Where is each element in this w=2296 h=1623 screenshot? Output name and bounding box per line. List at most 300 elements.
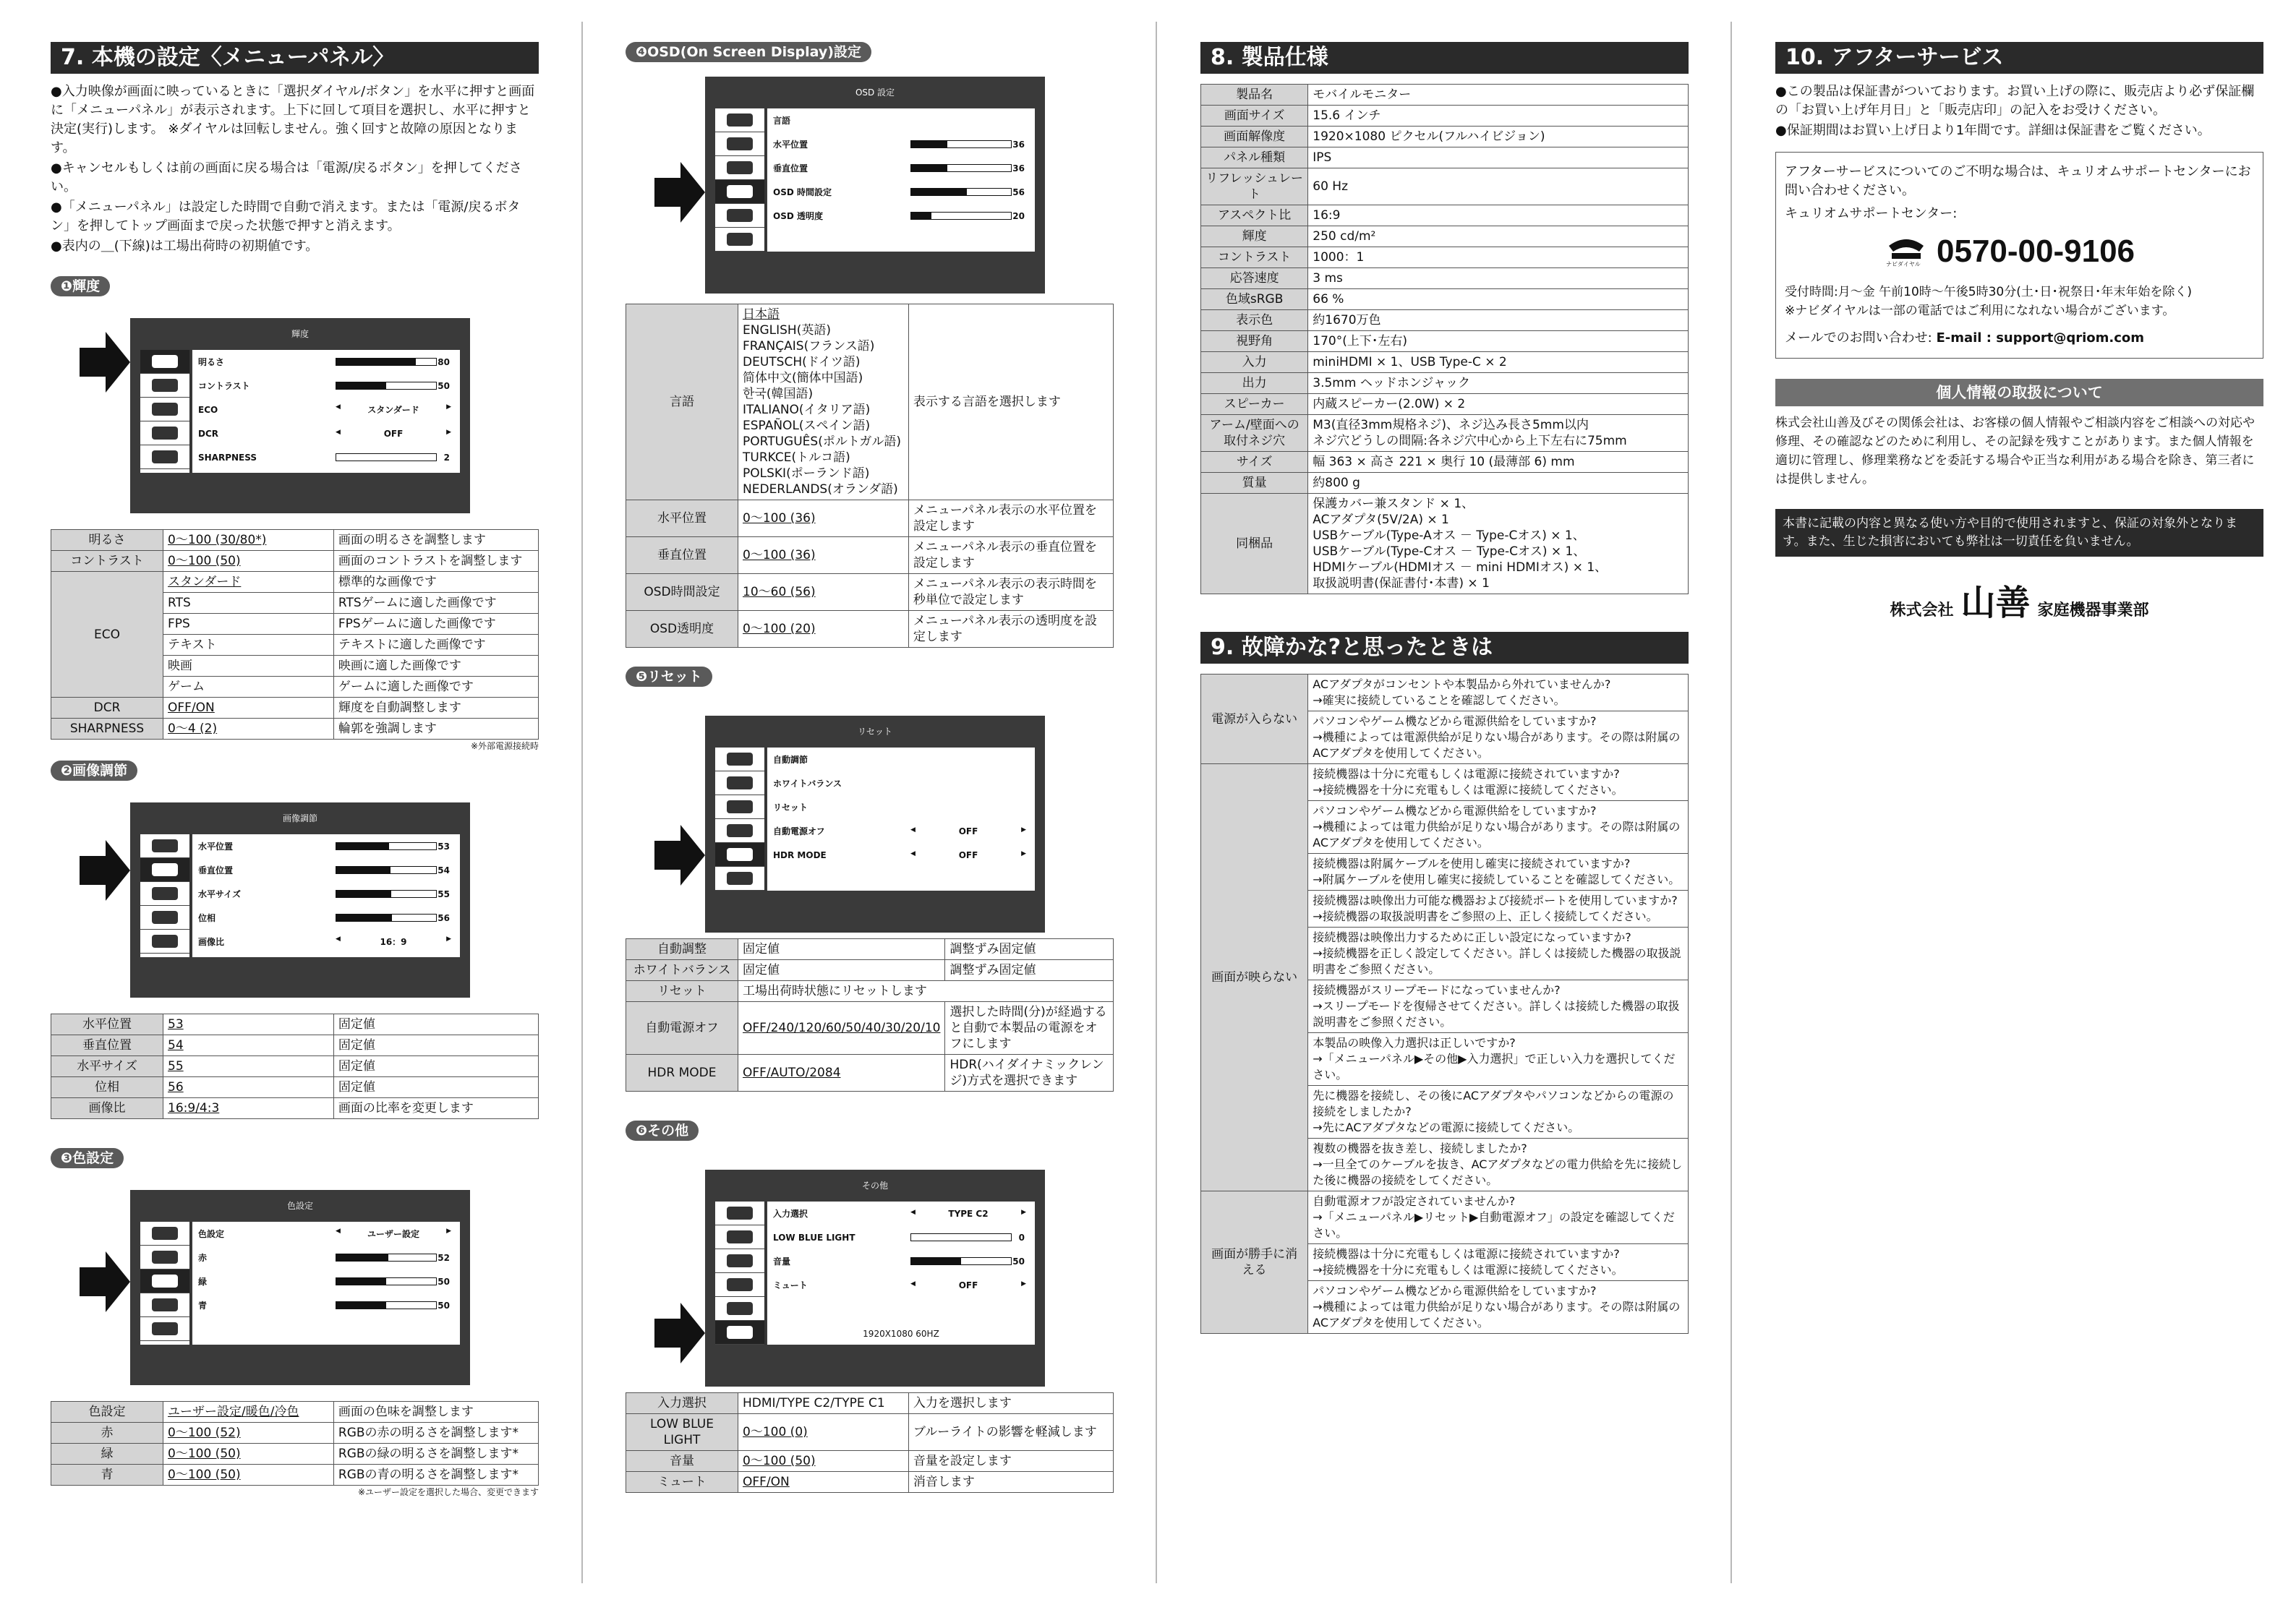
row-key: DCR [51, 698, 163, 719]
trouble-category: 画面が勝手に消える [1201, 1191, 1308, 1334]
osd-row-label: 音量 [773, 1256, 791, 1267]
trouble-item: 複数の機器を抜き差し、接続しましたか? →一旦全てのケーブルを抜き、ACアダプタなどの電力供給を先に接続した後に機器の接続をしてください。 [1308, 1139, 1689, 1191]
osd-row[interactable] [767, 156, 1035, 180]
spec-key: 同梱品 [1201, 494, 1308, 594]
osd-footer [705, 253, 1045, 294]
trouble-table [1200, 674, 1689, 1334]
osd-selector-value: スタンダード [367, 405, 419, 415]
row-key: OSD透明度 [626, 611, 738, 648]
osd-row[interactable] [192, 445, 460, 469]
arrow-left-icon[interactable]: ◀ [336, 428, 341, 436]
column-1 [51, 0, 539, 1623]
row-desc: 選択した時間(分)が経過すると自動で本製品の電源をオフにします [945, 1002, 1114, 1055]
spec-value: IPS [1308, 147, 1689, 168]
row-key: HDR MODE [626, 1055, 738, 1092]
osd-slider[interactable] [910, 164, 1012, 172]
osd-slider[interactable] [336, 1277, 437, 1285]
language-item: ESPAÑOL(スペイン語) [743, 419, 871, 433]
arrow-right-icon[interactable]: ▶ [446, 428, 451, 436]
table-row [626, 939, 1114, 960]
table-row [1201, 168, 1689, 205]
osd-value: 56 [438, 912, 450, 923]
row-desc: 固定値 [333, 1056, 538, 1077]
subsection-label: ❶輝度 [51, 276, 110, 296]
osd-slider-fill [911, 1258, 961, 1264]
osd-panel [767, 1202, 1035, 1345]
osd-row-label: ホワイトバランス [773, 779, 842, 789]
osd-value: 54 [438, 865, 450, 875]
reset-table [626, 938, 1114, 1092]
brightness-icon[interactable] [715, 748, 764, 771]
osd-slider[interactable] [910, 1257, 1012, 1265]
osd-row[interactable] [192, 1222, 460, 1246]
row-value: 56 [163, 1077, 334, 1098]
table-row [626, 304, 1114, 500]
image-icon[interactable] [140, 374, 189, 398]
subsection-label: ❸色設定 [51, 1148, 124, 1168]
color-icon[interactable] [715, 1249, 764, 1273]
osd-title: その他 [861, 1181, 888, 1191]
brightness-icon[interactable] [140, 350, 189, 374]
bullet-text: ●この製品は保証書がついております。お買い上げの際に、販売店より必ず保証欄の「お買い上げ年月日」と「販売店印」の記入をお受けください。 [1775, 84, 2255, 118]
row-desc: 画面のコントラストを調整します [333, 551, 538, 572]
row-desc: 調整ずみ固定値 [945, 939, 1114, 960]
row-value: 0〜100 (36) [738, 500, 909, 537]
table-row [1201, 373, 1689, 394]
arrow-left-icon[interactable]: ◀ [910, 826, 916, 834]
trouble-item: 先に機器を接続し、その後にACアダプタやパソコンなどからの電源の接続をしましたか? →先にACアダプタなどの電源に接続してください。 [1308, 1086, 1689, 1139]
osd-value: 2 [443, 452, 450, 463]
language-item: ITALIANO(イタリア語) [743, 403, 871, 417]
osd-osd-settings [626, 62, 1114, 301]
row-desc: 固定値 [333, 1077, 538, 1098]
row-key: 音量 [626, 1451, 738, 1472]
osd-row[interactable] [192, 1246, 460, 1269]
table-row [1201, 494, 1689, 594]
spec-value: 3 ms [1308, 268, 1689, 289]
osd-row[interactable] [767, 795, 1035, 819]
mail-address[interactable]: E-mail : support@qriom.com [1936, 330, 2145, 346]
osd-icon[interactable] [715, 819, 764, 843]
osd-title: リセット [858, 727, 892, 737]
table-row [1201, 415, 1689, 452]
brightness-icon[interactable] [140, 1222, 189, 1246]
osd-slider-fill [336, 867, 391, 873]
row-value: FPS [163, 614, 334, 635]
language-item: DEUTSCH(ドイツ語) [743, 355, 861, 369]
osd-icon[interactable] [140, 906, 189, 930]
osd-slider[interactable] [910, 188, 1012, 196]
osd-row[interactable] [192, 930, 460, 954]
osd-footer [130, 1345, 470, 1385]
spec-key: リフレッシュレート [1201, 168, 1308, 205]
spec-key: 製品名 [1201, 85, 1308, 106]
row-value: 0〜100 (36) [738, 537, 909, 574]
color-icon[interactable] [715, 156, 764, 180]
row-desc: RGBの青の明るさを調整します* [333, 1465, 538, 1486]
image-icon[interactable] [140, 1246, 189, 1269]
row-value: 0〜100 (20) [738, 611, 909, 648]
osd-row[interactable] [192, 398, 460, 421]
row-key: 入力選択 [626, 1393, 738, 1414]
spec-value: 60 Hz [1308, 168, 1689, 205]
trouble-category: 電源が入らない [1201, 675, 1308, 764]
osd-row[interactable] [192, 834, 460, 858]
image-icon[interactable] [715, 132, 764, 156]
row-desc: メニューパネル表示の水平位置を設定します [908, 500, 1113, 537]
row-value: 0〜100 (30/80*) [163, 530, 334, 551]
osd-row-label: SHARPNESS [198, 452, 257, 463]
spec-key: 入力 [1201, 352, 1308, 373]
row-key: 垂直位置 [626, 537, 738, 574]
company-prefix: 株式会社 [1890, 601, 1954, 620]
osd-row[interactable] [767, 1202, 1035, 1225]
arrow-right-icon[interactable]: ▶ [446, 403, 451, 411]
osd-value: 50 [438, 1300, 450, 1311]
pointer-arrow-icon [654, 825, 705, 886]
osd-row[interactable] [767, 843, 1035, 867]
osd-selector[interactable] [910, 1209, 1026, 1219]
osd-row[interactable] [767, 204, 1035, 228]
osd-other [626, 1141, 1114, 1387]
reset-icon[interactable] [140, 445, 189, 469]
trouble-category: 画面が映らない [1201, 764, 1308, 1191]
table-row [1201, 205, 1689, 226]
osd-row-label: ECO [198, 404, 218, 415]
table-row [51, 572, 539, 593]
reset-icon[interactable] [140, 930, 189, 954]
spec-key: 応答速度 [1201, 268, 1308, 289]
spec-value: M3(直径3mm規格ネジ)、ネジ込み長さ5mm以内 ネジ穴どうしの間隔:各ネジ穴中心から上下左右に75mm [1308, 415, 1689, 452]
table-row [1201, 147, 1689, 168]
arrow-left-icon[interactable]: ◀ [336, 403, 341, 411]
osd-value: 80 [438, 356, 450, 367]
table-row [626, 1055, 1114, 1092]
osd-row[interactable] [767, 132, 1035, 156]
row-value: 10〜60 (56) [738, 574, 909, 611]
osd-slider-fill [336, 891, 391, 897]
row-key: 位相 [51, 1077, 163, 1098]
spec-value: 1920×1080 ピクセル(フルハイビジョン) [1308, 127, 1689, 147]
language-item: POLSKI(ポーランド語) [743, 466, 870, 481]
osd-title: 色設定 [286, 1201, 313, 1211]
row-value: 映画 [163, 656, 334, 677]
table-row [1201, 675, 1689, 711]
arrow-left-icon[interactable]: ◀ [910, 1208, 916, 1216]
osd-slider[interactable] [336, 1301, 437, 1309]
osd-slider[interactable] [336, 890, 437, 898]
arrow-right-icon[interactable]: ▶ [1021, 826, 1026, 834]
osd-row[interactable] [767, 748, 1035, 771]
reset-icon[interactable] [715, 204, 764, 228]
osd-row[interactable] [192, 1269, 460, 1293]
osd-row-label: 明るさ [198, 357, 225, 367]
mail-row [1785, 329, 2254, 348]
spec-value: 15.6 インチ [1308, 106, 1689, 127]
arrow-left-icon[interactable]: ◀ [910, 849, 916, 857]
osd-slider[interactable] [910, 140, 1012, 148]
osd-selector[interactable] [336, 1228, 451, 1240]
osd-row[interactable] [767, 819, 1035, 843]
other-icon[interactable] [715, 867, 764, 891]
osd-selector-value: TYPE C2 [948, 1208, 989, 1219]
arrow-right-icon[interactable]: ▶ [1021, 1280, 1026, 1288]
osd-panel [192, 1222, 460, 1365]
osd-selector[interactable] [336, 935, 451, 948]
row-desc: 調整ずみ固定値 [945, 960, 1114, 981]
osd-icon-column [140, 1222, 191, 1365]
osd-row[interactable] [767, 1249, 1035, 1273]
row-value: OFF/AUTO/2084 [738, 1055, 945, 1092]
osd-row-label: ミュート [773, 1280, 808, 1290]
osd-title: 画像調節 [282, 813, 317, 823]
hours: 受付時間:月〜金 午前10時〜午後5時30分(土･日･祝祭日･年末年始を除く) [1785, 285, 2192, 299]
row-desc: 画面の比率を変更します [333, 1098, 538, 1119]
osd-selector-value: OFF [958, 826, 978, 836]
row-desc: メニューパネル表示の表示時間を秒単位で設定します [908, 574, 1113, 611]
image-icon[interactable] [715, 771, 764, 795]
osd-row[interactable] [767, 108, 1035, 132]
reset-icon[interactable] [140, 1317, 189, 1341]
row-desc: 入力を選択します [908, 1393, 1113, 1414]
spec-key: 出力 [1201, 373, 1308, 394]
osd-selector[interactable] [910, 850, 1026, 860]
image-icon[interactable] [140, 858, 189, 882]
other-icon[interactable] [715, 228, 764, 252]
osd-row[interactable] [767, 180, 1035, 204]
osd-selector[interactable] [910, 1280, 1026, 1290]
arrow-right-icon[interactable]: ▶ [1021, 849, 1026, 857]
arrow-right-icon[interactable]: ▶ [1021, 1208, 1026, 1216]
table-row [51, 1423, 539, 1444]
osd-row-label: 青 [198, 1301, 208, 1311]
osd-slider[interactable] [336, 866, 437, 874]
osd-slider[interactable] [910, 1233, 1012, 1241]
osd-icon[interactable] [140, 1293, 189, 1317]
table-row [626, 1414, 1114, 1451]
osd-icon[interactable] [715, 180, 764, 204]
table-row [51, 1056, 539, 1077]
osd-slider[interactable] [336, 842, 437, 850]
row-value: 0〜100 (50) [163, 551, 334, 572]
osd-row[interactable] [192, 906, 460, 930]
osd-selector-value: ユーザー設定 [367, 1229, 419, 1239]
spec-value: 幅 363 × 高さ 221 × 奥行 10 (最薄部 6) mm [1308, 452, 1689, 473]
spec-key: 質量 [1201, 473, 1308, 494]
bullet-text: ●キャンセルもしくは前の画面に戻る場合は「電源/戻るボタン」を押してください。 [51, 160, 522, 194]
brightness-icon[interactable] [140, 834, 189, 858]
support-box [1775, 152, 2263, 359]
osd-value: 50 [438, 380, 450, 391]
osd-panel [767, 748, 1035, 891]
spec-key: 視野角 [1201, 331, 1308, 352]
osd-panel [192, 350, 460, 493]
row-key: 赤 [51, 1423, 163, 1444]
table-row [1201, 473, 1689, 494]
osd-slider-fill [336, 1254, 388, 1261]
row-desc: 固定値 [333, 1014, 538, 1035]
row-key: 自動電源オフ [626, 1002, 738, 1055]
row-value: ゲーム [163, 677, 334, 698]
osd-row[interactable] [767, 771, 1035, 795]
arrow-left-icon[interactable]: ◀ [336, 935, 341, 943]
osd-row[interactable] [192, 374, 460, 398]
image-icon[interactable] [715, 1225, 764, 1249]
language-item: 简体中文(簡体中国語) [743, 371, 863, 385]
osd-reset [626, 687, 1114, 933]
column-2 [626, 0, 1114, 1623]
osd-row[interactable] [192, 421, 460, 445]
osd-icon[interactable] [715, 1273, 764, 1297]
trouble-item: パソコンやゲーム機などから電源供給をしていますか? →機種によっては電力供給が足りない場合があります。その際は附属のACアダプタを使用してください。 [1308, 1281, 1689, 1334]
table-row [1201, 247, 1689, 268]
color-icon[interactable] [140, 398, 189, 421]
table-row [51, 1077, 539, 1098]
osd-icon-column [140, 350, 191, 493]
osd-selector[interactable] [336, 429, 451, 439]
osd-value: 53 [438, 841, 450, 852]
osd-slider[interactable] [336, 358, 437, 366]
row-desc: 固定値 [333, 1035, 538, 1056]
osd-settings-table [626, 304, 1114, 648]
osd-row[interactable] [192, 858, 460, 882]
spec-value: 3.5mm ヘッドホンジャック [1308, 373, 1689, 394]
table-row [1201, 764, 1689, 801]
row-desc: 画面の色味を調整します [333, 1402, 538, 1423]
osd-slider-fill [911, 141, 947, 147]
osd-value: 20 [1012, 210, 1025, 221]
row-key: ホワイトバランス [626, 960, 738, 981]
spec-key: 輝度 [1201, 226, 1308, 247]
row-desc: ブルーライトの影響を軽減します [908, 1414, 1113, 1451]
row-desc: 映画に適した画像です [333, 656, 538, 677]
reset-icon[interactable] [715, 843, 764, 867]
brightness-icon[interactable] [715, 1202, 764, 1225]
spec-key: コントラスト [1201, 247, 1308, 268]
osd-screen [705, 77, 1045, 294]
pointer-arrow-icon [654, 162, 705, 223]
spec-key: アーム/壁面への取付ネジ穴 [1201, 415, 1308, 452]
pointer-arrow-icon [654, 1303, 705, 1363]
other-icon[interactable] [715, 1321, 764, 1345]
trouble-item: 自動電源オフが設定されていませんか? →「メニューパネル▶リセット▶自動電源オフ」の設定を確認してください。 [1308, 1191, 1689, 1244]
arrow-left-icon[interactable]: ◀ [910, 1280, 916, 1288]
row-value: 55 [163, 1056, 334, 1077]
color-table [51, 1401, 539, 1486]
brightness-icon[interactable] [715, 108, 764, 132]
table-row [51, 1035, 539, 1056]
osd-row-label: 自動調節 [773, 755, 808, 765]
spec-value: 保護カバー兼スタンド × 1、 ACアダプタ(5V/2A) × 1 USBケーブル(Type-Aオス － Type-Cオス) × 1、 USBケーブル(Type-Cオス － Type-Cオス) × 1、 HDMIケーブル(HDMIオス － mini HDMIオス) × 1、 取扱説明書(保証書付･本書) × 1 [1308, 494, 1689, 594]
osd-slider[interactable] [336, 914, 437, 922]
osd-screen [705, 716, 1045, 933]
osd-row[interactable] [192, 882, 460, 906]
osd-value: 36 [1012, 163, 1025, 174]
osd-row[interactable] [767, 1273, 1035, 1297]
color-icon[interactable] [140, 1269, 189, 1293]
trouble-item: 本製品の映像入力選択は正しいですか? →「メニューパネル▶その他▶入力選択」で正しい入力を選択してください。 [1308, 1033, 1689, 1086]
table-row [626, 1451, 1114, 1472]
osd-slider[interactable] [336, 1254, 437, 1262]
row-value: OFF/240/120/60/50/40/30/20/10 [738, 1002, 945, 1055]
arrow-left-icon[interactable]: ◀ [336, 1228, 341, 1235]
arrow-right-icon[interactable]: ▶ [446, 1228, 451, 1235]
row-key: SHARPNESS [51, 719, 163, 740]
arrow-right-icon[interactable]: ▶ [446, 935, 451, 943]
osd-slider[interactable] [336, 453, 437, 461]
row-value: 53 [163, 1014, 334, 1035]
osd-row-label: 水平サイズ [198, 889, 242, 899]
osd-selector[interactable] [336, 403, 451, 416]
table-row [1201, 106, 1689, 127]
osd-row-label: 自動電源オフ [773, 826, 825, 836]
privacy-heading: 個人情報の取扱について [1775, 379, 2263, 406]
table-row [1201, 310, 1689, 331]
osd-row-label: OSD 時間設定 [773, 187, 832, 197]
osd-slider-fill [336, 843, 389, 849]
row-desc: 表示する言語を選択します [908, 304, 1113, 500]
osd-icon[interactable] [140, 421, 189, 445]
table-row [626, 574, 1114, 611]
color-icon[interactable] [140, 882, 189, 906]
osd-row-label: DCR [198, 428, 219, 439]
osd-value: 56 [1012, 187, 1025, 197]
table-row [51, 1444, 539, 1465]
osd-slider-fill [911, 165, 947, 171]
subsection-label: ❹OSD(On Screen Display)設定 [626, 42, 871, 62]
osd-screen [705, 1170, 1045, 1387]
phone-number[interactable]: 0570-00-9106 [1937, 234, 2135, 269]
osd-slider[interactable] [336, 382, 437, 390]
table-row [1201, 394, 1689, 415]
osd-row-label: 位相 [198, 913, 216, 923]
row-value: 16:9/4:3 [163, 1098, 334, 1119]
spec-key: パネル種類 [1201, 147, 1308, 168]
osd-image-adjust [51, 781, 539, 1005]
osd-icon-column [140, 834, 191, 977]
osd-row-label: 言語 [773, 116, 791, 126]
osd-selector[interactable] [910, 826, 1026, 836]
osd-row-label: HDR MODE [773, 849, 827, 860]
osd-row-label: 垂直位置 [198, 865, 234, 875]
row-key: 自動調整 [626, 939, 738, 960]
osd-icon-column [715, 1202, 766, 1345]
osd-row[interactable] [192, 1293, 460, 1317]
row-desc: 輪郭を強調します [333, 719, 538, 740]
osd-row[interactable] [767, 1225, 1035, 1249]
row-value: OFF/ON [738, 1472, 909, 1493]
row-value: 0〜100 (50) [163, 1465, 334, 1486]
osd-footer [705, 892, 1045, 933]
row-key: 緑 [51, 1444, 163, 1465]
osd-slider-fill [336, 1302, 386, 1309]
table-row [1201, 1191, 1689, 1244]
trouble-item: 接続機器は映像出力するために正しい設定になっていますか? →接続機器を正しく設定してください。詳しくは接続した機器の取扱説明書をご参照ください。 [1308, 928, 1689, 980]
support-text: アフターサービスについてのご不明な場合は、キュリオムサポートセンターにお問い合わせください。 [1785, 164, 2251, 198]
osd-slider[interactable] [910, 212, 1012, 220]
company-division: 家庭機器事業部 [2037, 601, 2149, 620]
disclaimer: 本書に記載の内容と異なる使い方や目的で使用されますと、保証の対象外となります。また、生じた損害においても弊社は一切責任を負いません。 [1775, 509, 2263, 557]
table-row [51, 698, 539, 719]
bullet-text: ●入力映像が画面に映っているときに「選択ダイヤル/ボタン」を水平に押すと画面に「メニューパネル」が表示されます。上下に回して項目を選択し、水平に押すと決定(実行)します。 ※ダイヤルは回転しません。強く回すと故障の原因となります。 [51, 84, 535, 155]
reset-icon[interactable] [715, 1297, 764, 1321]
osd-panel [767, 108, 1035, 252]
osd-row[interactable] [192, 350, 460, 374]
spec-value: 約800 g [1308, 473, 1689, 494]
osd-brightness [51, 296, 539, 521]
osd-selector-value: 16：9 [380, 937, 407, 947]
color-icon[interactable] [715, 795, 764, 819]
